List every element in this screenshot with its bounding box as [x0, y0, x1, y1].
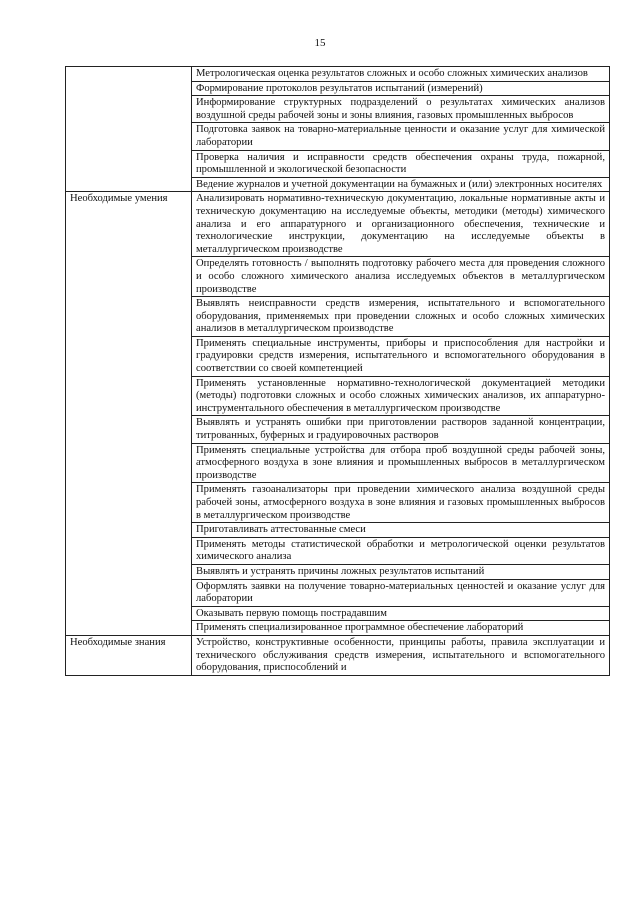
item-text: Применять специальные инструменты, приборы и приспособления для настройки и градуировки средств измерения, испытательного и вспомогательного оборудования в соответствии со своей компетенцией	[192, 336, 610, 376]
section-label: Необходимые знания	[66, 635, 192, 675]
item-text: Применять установленные нормативно-технологической документацией методики (методы) подготовки сложных и особо сложных химических анализов, их аппаратурно-инструментального обеспечения в металлургическом производстве	[192, 376, 610, 416]
item-text: Приготавливать аттестованные смеси	[192, 523, 610, 538]
competency-table	[65, 66, 610, 676]
item-text: Проверка наличия и исправности средств обеспечения охраны труда, пожарной, промышленной и экологической безопасности	[192, 150, 610, 177]
item-text: Метрологическая оценка результатов сложных и особо сложных химических анализов	[192, 67, 610, 82]
item-text: Информирование структурных подразделений о результатах химических анализов воздушной среды рабочей зоны и зоны влияния, газовых промышленных выбросов	[192, 96, 610, 123]
item-text: Оформлять заявки на получение товарно-материальных ценностей и оказание услуг для лаборатории	[192, 579, 610, 606]
table-row	[66, 192, 610, 257]
page-number: 15	[314, 37, 326, 49]
item-text: Применять специальные устройства для отбора проб воздушной среды рабочей зоны, атмосферного воздуха в зоне влияния и промышленных выбросов в металлургическом производстве	[192, 443, 610, 483]
item-text: Применять специализированное программное обеспечение лабораторий	[192, 621, 610, 636]
item-text: Формирование протоколов результатов испытаний (измерений)	[192, 81, 610, 96]
item-text: Применять методы статистической обработки и метрологической оценки результатов химического анализа	[192, 537, 610, 564]
item-text: Подготовка заявок на товарно-материальные ценности и оказание услуг для химической лаборатории	[192, 123, 610, 150]
item-text: Ведение журналов и учетной документации на бумажных и (или) электронных носителях	[192, 177, 610, 192]
item-text: Выявлять и устранять причины ложных результатов испытаний	[192, 564, 610, 579]
section-label: Необходимые умения	[66, 192, 192, 636]
section-label	[66, 67, 192, 192]
table-row	[66, 635, 610, 675]
item-text: Выявлять неисправности средств измерения, испытательного и вспомогательного оборудования, применяемых при проведении сложных и особо сложных химических анализов в металлургическом производстве	[192, 297, 610, 337]
item-text: Определять готовность / выполнять подготовку рабочего места для проведения сложного и особо сложного химического анализа исследуемых объектов в металлургическом производстве	[192, 257, 610, 297]
item-text: Анализировать нормативно-техническую документацию, локальные нормативные акты и техническую документацию на исследуемые объекты, методики (методы) химического анализа и его аппаратурного и организационного обеспечения, технические и технологические инструкции, документацию на исследуемые объекты в металлургическом производстве	[192, 192, 610, 257]
item-text: Выявлять и устранять ошибки при приготовлении растворов заданной концентрации, титрованных, буферных и градуировочных растворов	[192, 416, 610, 443]
item-text: Оказывать первую помощь пострадавшим	[192, 606, 610, 621]
table-row	[66, 67, 610, 82]
item-text: Устройство, конструктивные особенности, принципы работы, правила эксплуатации и технического обслуживания средств измерения, испытательного и вспомогательного оборудования, приспособлений и	[192, 635, 610, 675]
item-text: Применять газоанализаторы при проведении химического анализа воздушной среды рабочей зоны, атмосферного воздуха в зоне влияния и газовых промышленных выбросов в металлургическом производстве	[192, 483, 610, 523]
